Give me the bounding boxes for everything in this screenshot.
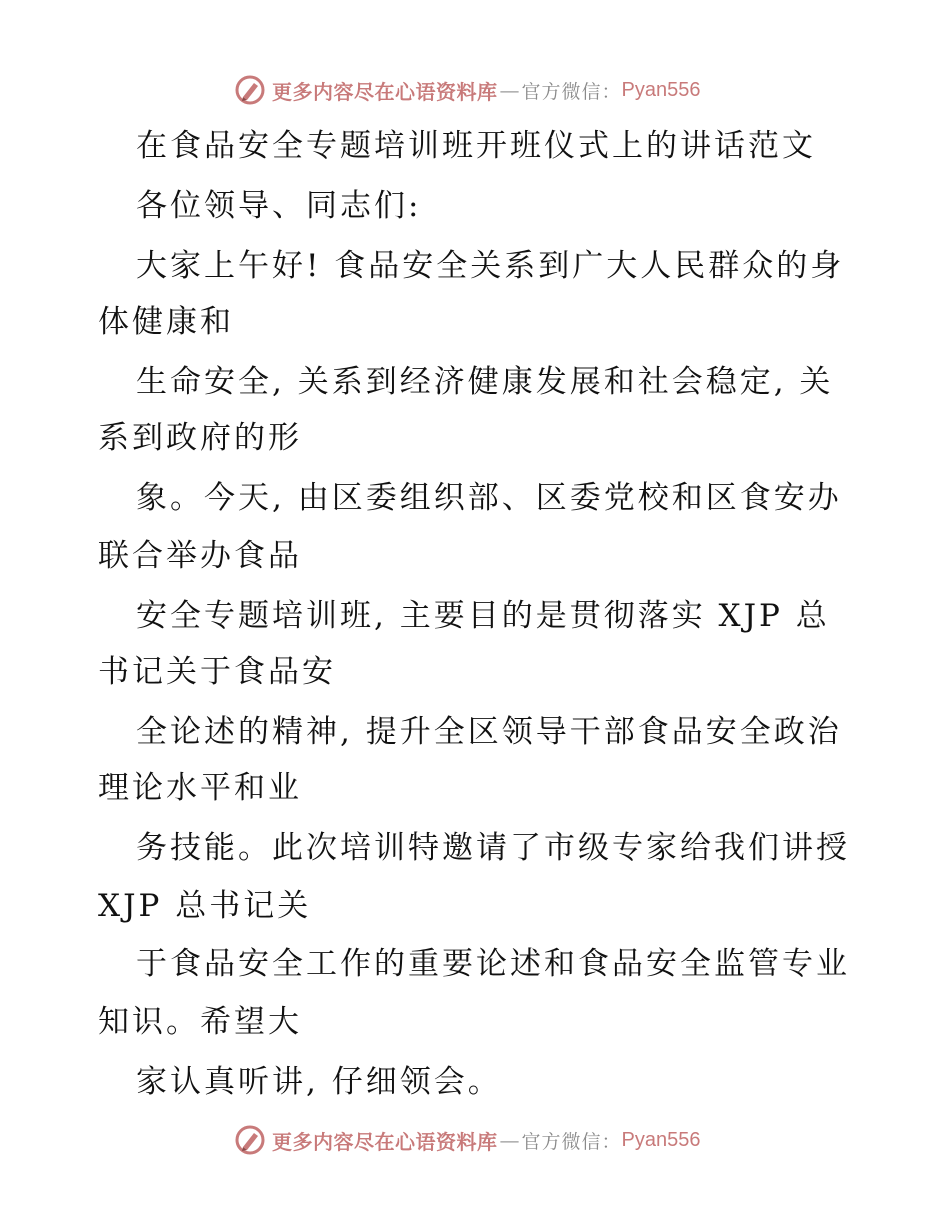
body-line: 知识。希望大 [98,1004,302,1040]
body-line: 书记关于食品安 [98,654,336,690]
body-line: 家认真听讲, 仔细领会。 [136,1064,502,1100]
body-line: 务技能。此次培训特邀请了市级专家给我们讲授 [136,830,850,866]
pen-logo-icon [234,74,266,106]
body-line: 大家上午好! 食品安全关系到广大人民群众的身 [136,248,845,284]
document-title: 在食品安全专题培训班开班仪式上的讲话范文 [136,128,816,164]
body-line: 各位领导、同志们: [136,188,422,224]
watermark-text: 更多内容尽在心语资料库 [272,1129,498,1154]
pen-logo-icon [234,1124,266,1156]
watermark-separator: — [499,1128,520,1152]
body-line: 全论述的精神, 提升全区领导干部食品安全政治 [136,714,842,750]
body-line: XJP 总书记关 [98,888,312,924]
body-line: 联合举办食品 [98,538,302,574]
watermark-label: 官方微信： [521,80,622,103]
watermark-id: Pyan556 [621,78,701,101]
watermark-label: 官方微信： [521,1130,622,1153]
body-line: 于食品安全工作的重要论述和食品安全监管专业 [136,946,850,982]
watermark-separator: — [499,78,520,102]
body-line: 系到政府的形 [98,420,302,456]
body-line: 体健康和 [98,304,234,340]
watermark-text: 更多内容尽在心语资料库 [272,79,498,104]
body-line: 象。今天, 由区委组织部、区委党校和区食安办 [136,480,842,516]
body-line: 生命安全, 关系到经济健康发展和社会稳定, 关 [136,364,834,400]
body-line: 理论水平和业 [98,770,302,806]
body-line: 安全专题培训班, 主要目的是贯彻落实 XJP 总 [136,598,830,634]
header-watermark [234,73,700,107]
watermark-id: Pyan556 [621,1128,701,1151]
footer-watermark [234,1123,700,1157]
